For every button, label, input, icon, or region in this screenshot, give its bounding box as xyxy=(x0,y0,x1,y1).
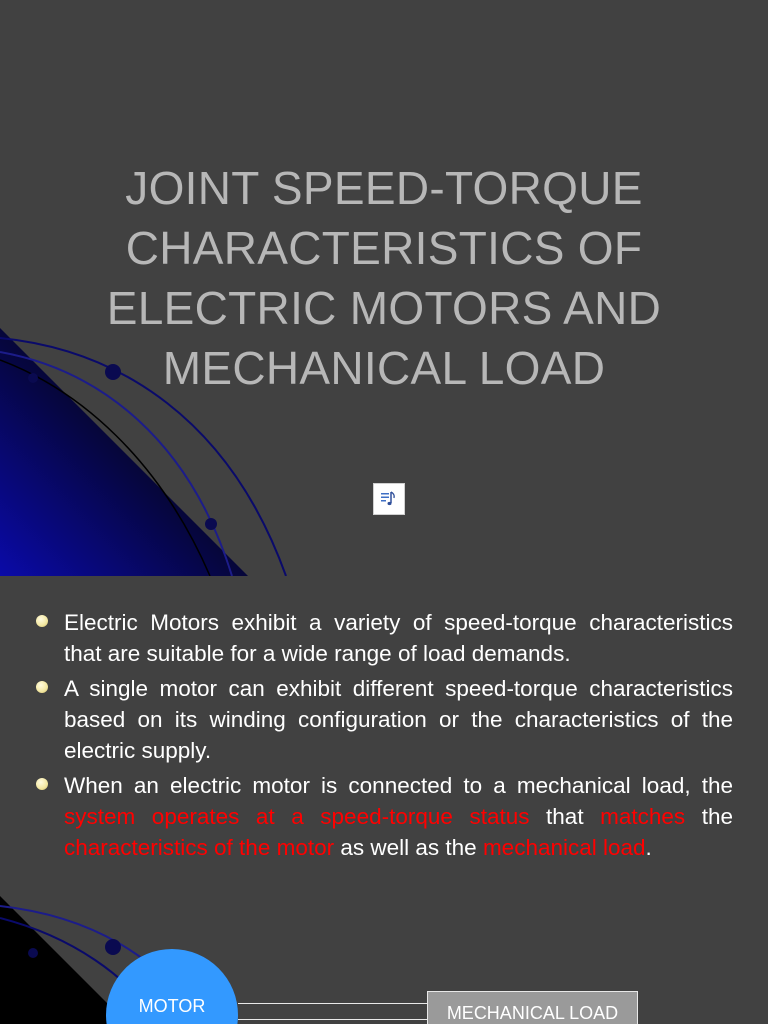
decor-dot xyxy=(28,948,38,958)
highlighted-phrase: characteristics of the motor xyxy=(64,835,335,860)
decor-dot xyxy=(28,373,38,383)
audio-file-icon[interactable] xyxy=(373,483,405,515)
highlighted-phrase: mechanical load xyxy=(482,835,646,860)
motor-label: MOTOR xyxy=(138,996,206,1016)
decor-dot xyxy=(205,518,217,530)
decor-dot xyxy=(105,939,121,955)
mechanical-load-box xyxy=(427,991,638,1024)
bullet-dot-icon xyxy=(36,615,48,627)
bullet-text-segment: the xyxy=(685,804,733,829)
highlighted-phrase: matches xyxy=(600,804,686,829)
slide-title xyxy=(40,158,728,398)
coupling-shaft-line xyxy=(238,1003,428,1004)
coupling-shaft-line xyxy=(238,1019,428,1020)
bullet-text-segment: that xyxy=(529,804,601,829)
title-line: JOINT SPEED-TORQUE xyxy=(125,162,643,214)
bullet-dot-icon xyxy=(36,778,48,790)
title-line: ELECTRIC MOTORS AND xyxy=(106,282,662,334)
bullet-list xyxy=(36,607,733,867)
bullet-item xyxy=(36,770,733,863)
bullet-item xyxy=(36,607,733,669)
bullet-text: A single motor can exhibit different speed-torque characteristics based on its winding configuration or the characteristics of the electric supply. xyxy=(64,676,733,763)
title-line: CHARACTERISTICS OF xyxy=(125,222,643,274)
bullet-text-segment: as well as the xyxy=(334,835,483,860)
highlighted-phrase: system operates at a speed-torque status xyxy=(64,804,530,829)
bullet-text-segment: . xyxy=(645,835,652,860)
title-line: MECHANICAL LOAD xyxy=(162,342,606,394)
bullet-text: Electric Motors exhibit a variety of speed-torque characteristics that are suitable for a wide range of load demands. xyxy=(64,610,733,666)
bullet-dot-icon xyxy=(36,681,48,693)
bullet-text-segment: When an electric motor is connected to a mechanical load, the xyxy=(64,773,733,798)
load-label: MECHANICAL LOAD xyxy=(446,1003,619,1023)
bullet-item xyxy=(36,673,733,766)
